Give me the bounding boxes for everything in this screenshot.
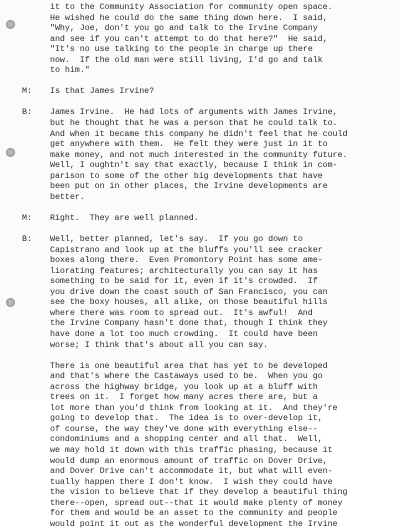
line-text: James Irvine. He had lots of arguments with James Irvine, <box>50 107 338 118</box>
line-text: Is that James Irvine? <box>50 86 155 97</box>
transcript-line <box>22 55 394 66</box>
line-text: and see if you can't attempt to do that here?" He said, <box>50 33 328 44</box>
line-text: trees on it. I forget how many acres there are, but a <box>50 392 318 403</box>
line-text: boxes along there. Even Promontory Point has some ame- <box>50 255 323 266</box>
line-text: liorating features; architecturally you can say it has <box>50 265 318 276</box>
transcript-line <box>22 329 394 340</box>
transcript-line <box>22 508 394 519</box>
transcript-line <box>22 150 394 161</box>
line-text: see the boxy houses, all alike, on those beautiful hills <box>50 297 328 308</box>
transcript-line <box>22 266 394 277</box>
transcript-line <box>22 445 394 456</box>
line-text: condominiums and a shopping center and all that. Well, <box>50 434 323 445</box>
speaker-label: B: <box>22 234 32 245</box>
transcript-line <box>22 456 394 467</box>
transcript-line <box>22 245 394 256</box>
binder-hole <box>6 298 15 307</box>
line-text: have done a lot too much crowding. It could have been <box>50 328 318 339</box>
transcript-line <box>22 382 394 393</box>
transcript-line <box>22 340 394 351</box>
transcript-line <box>22 487 394 498</box>
line-text: would dump an enormous amount of traffic on Dover Drive, <box>50 455 328 466</box>
line-text: where there was room to spread out. It's awful! And <box>50 307 313 318</box>
transcript-line <box>22 86 394 97</box>
binder-hole <box>6 148 15 157</box>
binder-holes <box>0 0 18 400</box>
line-text: "Why, Joe, don't you go and talk to the Irvine Company <box>50 23 318 34</box>
line-text: been put on in other places, the Irvine developments are <box>50 181 328 192</box>
transcript-line <box>22 213 394 224</box>
line-text: Right. They are well planned. <box>50 212 199 223</box>
transcript-line <box>22 466 394 477</box>
line-text: for them and would be an asset to the community and people <box>50 508 338 519</box>
transcript-line <box>22 192 394 203</box>
transcript-line <box>22 371 394 382</box>
blank-line <box>22 202 394 213</box>
line-text: we may hold it down with this traffic phasing, because it <box>50 444 333 455</box>
transcript-line <box>22 118 394 129</box>
line-text: going to develop that. The idea is to over-develop it, <box>50 413 323 424</box>
transcript-line <box>22 424 394 435</box>
transcript-line <box>22 361 394 372</box>
transcript-line <box>22 434 394 445</box>
transcript-line <box>22 139 394 150</box>
line-text: to him." <box>50 65 90 76</box>
transcript-line <box>22 276 394 287</box>
line-text: you drive down the coast south of San Francisco, you can <box>50 286 328 297</box>
transcript-line <box>22 255 394 266</box>
speaker-label: M: <box>22 212 32 223</box>
line-text: Capistrano and look up at the bluffs you'll see cracker <box>50 244 323 255</box>
transcript-line <box>22 160 394 171</box>
transcript-line <box>22 65 394 76</box>
transcript-text <box>22 2 394 529</box>
line-text: Well, better planned, let's say. If you go down to <box>50 234 303 245</box>
speaker-label: M: <box>22 86 32 97</box>
transcript-line <box>22 181 394 192</box>
line-text: now. If the old man were still living, I'd go and talk <box>50 54 323 65</box>
transcript-line <box>22 23 394 34</box>
line-text: the Irvine Company hasn't done that, though I think they <box>50 318 328 329</box>
line-text: and Dover Drive can't accommodate it, but what will even- <box>50 466 333 477</box>
line-text: And when it became this company he didn't feel that he could <box>50 128 348 139</box>
transcript-line <box>22 171 394 182</box>
transcript-line <box>22 107 394 118</box>
binder-hole <box>6 20 15 29</box>
transcript-line <box>22 2 394 13</box>
line-text: "It's no use talking to the people in charge up there <box>50 44 313 55</box>
transcript-line <box>22 392 394 403</box>
transcript-line <box>22 297 394 308</box>
transcript-line <box>22 403 394 414</box>
transcript-line <box>22 234 394 245</box>
line-text: get anywhere with them. He felt they were just in it to <box>50 139 328 150</box>
blank-line <box>22 76 394 87</box>
transcript-line <box>22 477 394 488</box>
line-text: the vision to believe that if they develop a beautiful thing <box>50 487 348 498</box>
line-text: of course, the way they've done with everything else-- <box>50 423 318 434</box>
transcript-line <box>22 413 394 424</box>
line-text: There is one beautiful area that has yet to be developed <box>50 360 328 371</box>
line-text: tually happen there I don't know. I wish they could have <box>50 476 333 487</box>
line-text: across the highway bridge, you look up at a bluff with <box>50 381 318 392</box>
line-text: lot more than you'd think from looking at it. And they're <box>50 402 338 413</box>
line-text: He wished he could do the same thing down here. I said, <box>50 12 328 23</box>
transcript-line <box>22 308 394 319</box>
blank-line <box>22 97 394 108</box>
line-text: but he thought that he was a person that he could talk to. <box>50 118 338 129</box>
blank-line <box>22 350 394 361</box>
line-text: better. <box>50 191 85 202</box>
transcript-line <box>22 44 394 55</box>
line-text: worse; I think that's about all you can say. <box>50 339 269 350</box>
blank-line <box>22 223 394 234</box>
transcript-line <box>22 318 394 329</box>
line-text: there--open, spread out--that it would make plenty of money <box>50 497 343 508</box>
line-text: Well, I oughtn't say that exactly, because I think in com- <box>50 160 338 171</box>
transcript-line <box>22 287 394 298</box>
line-text: parison to some of the other big developments that have <box>50 170 323 181</box>
transcript-line <box>22 13 394 24</box>
line-text: it to the Community Association for community open space. <box>50 2 333 12</box>
line-text: and that's where the Castaways used to be. When you go <box>50 371 323 382</box>
transcript-line <box>22 34 394 45</box>
transcript-line <box>22 519 394 529</box>
line-text: something to be said for it, even if it's crowded. If <box>50 276 318 287</box>
transcript-line <box>22 498 394 509</box>
line-text: make money, and not much interested in the community future. <box>50 149 348 160</box>
transcript-line <box>22 129 394 140</box>
line-text: would point it out as the wonderful development the Irvine <box>50 518 338 529</box>
speaker-label: B: <box>22 107 32 118</box>
